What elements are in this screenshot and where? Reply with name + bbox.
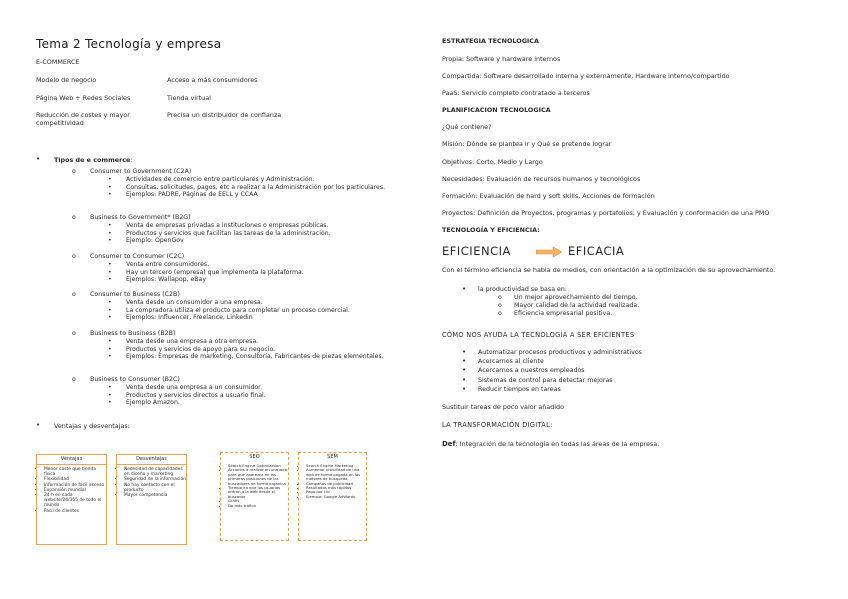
box-list-item: • Aumentar visibilidad de una web de forma pagada en los motores de búsqueda	[306, 468, 366, 481]
list-item-text: La compradora utiliza el producto para completar un proceso comercial.	[126, 306, 350, 314]
box-list-item: • Search Engine Marketing	[306, 464, 366, 468]
text-line: ¿Qué contiene?	[442, 123, 492, 131]
bullet-icon: •	[108, 276, 112, 284]
bullet-icon: •	[108, 237, 112, 245]
circle-bullet-icon: o	[498, 302, 502, 309]
box-list-item: • Tiempo en que los usuarios entran a la web desde el buscador	[228, 486, 288, 499]
box-list	[221, 464, 288, 508]
list-item	[108, 176, 398, 184]
estrategia-heading: ESTRATEGIA TECNOLOGICA	[442, 37, 539, 45]
list-item-text: Ejemplos: Influencer, Freelance, Linkedin	[126, 314, 253, 322]
arrow-right-icon	[536, 247, 562, 257]
tipo-name: Consumer to Government (C2A)	[90, 168, 192, 175]
box-title: Ventajas	[37, 455, 106, 465]
list-item: Acercarnos al cliente	[478, 358, 544, 366]
definicion	[442, 440, 659, 448]
subtitle: E-COMMERCE	[36, 58, 80, 66]
list-item	[108, 399, 398, 407]
bullet-icon: •	[108, 345, 112, 353]
box-title: SEO	[249, 454, 260, 460]
text-line: Objetivos: Corto, Medio y Largo	[442, 158, 543, 166]
bullet-icon: •	[108, 353, 112, 361]
bullet-icon: •	[108, 299, 112, 306]
text-line: PaaS: Servicio completo contratado a terceros	[442, 89, 590, 97]
list-item: Eficiencia empresarial positiva.	[514, 310, 613, 317]
circle-bullet-icon: o	[72, 253, 76, 260]
box-title: Desventajas	[117, 455, 186, 465]
text-line: Proyectos: Definición de Proyectos, programas y portafolios; y Evaluación y conformación de una PMO	[442, 209, 770, 217]
seo-box	[220, 452, 289, 541]
tipo-items	[108, 176, 398, 199]
list-item	[108, 384, 398, 392]
box-list-item: • Expansión mundial	[44, 488, 106, 493]
tipo-items	[108, 299, 398, 322]
bullet-icon: •	[108, 176, 112, 183]
list-item-text: Productos y servicios de apoyo para su negocio.	[126, 345, 276, 353]
bullet-icon: •	[108, 391, 112, 399]
tipo-items	[108, 338, 398, 361]
list-item-text: Venta de empresas privadas a instituciones o empresas públicas.	[126, 222, 329, 229]
table-cell: Modelo de negocio	[36, 76, 97, 84]
box-list-item: • Da más tráfico	[228, 504, 288, 508]
tecnologia-heading: TECNOLOGÍA Y EFICIENCIA:	[442, 226, 540, 234]
box-list	[117, 467, 186, 498]
tipo-name: Business to Consumer (B2C)	[90, 376, 180, 383]
box-list-item: • Campañas de publicidad	[306, 482, 366, 486]
table-cell: Tienda virtual	[167, 94, 211, 102]
bullet-icon: •	[108, 338, 112, 345]
sem-box	[298, 452, 367, 541]
tipo-name: Business to Government* (B2G)	[90, 214, 191, 221]
desventajas-box	[116, 454, 187, 545]
bullet-icon: •	[462, 348, 467, 356]
list-item: Sistemas de control para detectar mejoras	[478, 376, 613, 384]
list-item	[108, 314, 398, 322]
circle-bullet-icon: o	[72, 376, 76, 383]
list-item	[108, 353, 398, 361]
box-list-item: • Search Engine Optimization	[228, 464, 288, 468]
circle-bullet-icon: o	[72, 214, 76, 221]
box-list-item: • Flexibilidad	[44, 477, 106, 482]
text-line: Formación: Evaluación de hard y soft skills, Acciones de formación	[442, 192, 655, 200]
bullet-icon: •	[108, 191, 112, 199]
box-list	[299, 464, 366, 499]
eficiencia-text: Con el término eficiencia se habla de medios, con orientación a la optimización de su aprovechamiento.	[442, 266, 776, 274]
tipo-name: Consumer to Business (C2B)	[90, 291, 180, 298]
box-list-item: • Información de fácil acceso	[44, 483, 106, 488]
circle-bullet-icon: o	[498, 310, 502, 317]
list-item-text: Venta entre consumidores.	[126, 261, 210, 268]
list-item	[108, 261, 398, 269]
list-item: Mayor calidad de la actividad realizada.	[514, 302, 640, 309]
bullet-icon: •	[462, 357, 467, 366]
text-line: Necesidades: Evaluación de recursos humanos y tecnológicos	[442, 175, 641, 183]
box-list	[37, 467, 106, 514]
productividad-text: la productividad se basa en:	[478, 286, 568, 293]
box-list-item: • Mayor competencia	[124, 493, 186, 498]
box-list-item: • Fácil de clientes	[44, 509, 106, 514]
bullet-icon: •	[108, 306, 112, 314]
box-list-item: • Resultados más rápidos	[306, 486, 366, 490]
table-cell: Acceso a más consumidores	[167, 76, 258, 84]
text-line: Compartida: Software desarrollado interna y externamente, Hardware interno/compartido	[442, 72, 730, 80]
tipo-items	[108, 222, 398, 245]
eficiencia-label: EFICIENCIA	[442, 244, 511, 258]
tipos-heading	[54, 156, 133, 164]
box-list-item: • Menor coste que tienda física	[44, 467, 106, 477]
bullet-icon: •	[462, 384, 467, 393]
ventajas-heading: Ventajas y desventajas:	[54, 422, 130, 430]
page-title: Tema 2 Tecnología y empresa	[36, 37, 222, 51]
box-list-item: • 24 h en cada website/24/365 de todo el mundo	[44, 493, 106, 509]
box-list-item: • Acciones a realizar en una web para que aparezca en las primeras posiciones de los buscadores de forma orgánica	[228, 468, 288, 486]
list-item-text: Consultas, solicitudes, pagos, etc a realizar a la Administración por los particulares.	[126, 183, 386, 191]
table-cell: Página Web + Redes Sociales	[36, 94, 131, 102]
list-item	[108, 230, 398, 238]
sustituir-text: Sustituir tareas de poco valor añadido	[442, 403, 564, 411]
list-item	[108, 269, 398, 277]
tipos-colon: :	[130, 156, 133, 164]
circle-bullet-icon: o	[72, 330, 76, 337]
list-item-text: Hay un tercero (empresa) que implementa la plataforma.	[126, 268, 304, 276]
list-item	[108, 338, 398, 346]
tipos-label: Tipos de e commerce	[54, 156, 131, 164]
bullet-icon: •	[108, 314, 112, 322]
bullet-icon: •	[108, 222, 112, 229]
box-list-item: • Necesidad de capacidades en diseño y marketing	[124, 467, 186, 477]
bullet-icon: •	[36, 421, 41, 429]
list-item-text: Ejemplos: Empresas de marketing, Consultoría, Fabricantes de piezas elementales.	[126, 353, 384, 361]
text-line: Propia: Software y hardware internos	[442, 55, 561, 63]
bullet-icon: •	[462, 375, 467, 384]
circle-bullet-icon: o	[72, 291, 76, 298]
table-cell: Reducción de costes y mayor competitividad	[36, 111, 130, 127]
bullet-icon: •	[108, 268, 112, 276]
box-list-item: • Ejemplo: Google AdWords	[306, 495, 366, 499]
list-item-text: Productos y servicios directos a usuario final.	[126, 391, 266, 399]
def-label: Def	[442, 440, 456, 448]
box-list-item: • Seguridad de la información	[124, 477, 186, 482]
bullet-icon: •	[108, 261, 112, 268]
list-item-text: Actividades de comercio entre particulares y Administración.	[126, 176, 315, 183]
bullet-icon: •	[462, 285, 467, 293]
circle-bullet-icon: o	[498, 294, 502, 301]
list-item	[108, 237, 398, 245]
text-line: Misión: Dónde se plantea ir y Qué se pretende lograr	[442, 140, 612, 148]
bullet-icon: •	[108, 399, 112, 407]
box-list-item: • Pago por clic	[306, 490, 366, 494]
tipo-name: Business to Business (B2B)	[90, 330, 176, 337]
box-list-item: • Gratis	[228, 499, 288, 503]
box-title: SEM	[327, 454, 338, 460]
transformacion-heading: LA TRANSFORMACIÓN DIGITAL:	[442, 421, 553, 429]
list-item: Reducir tiempos en tareas	[478, 385, 561, 393]
list-item-text: Ejemplo Amazon.	[126, 399, 180, 407]
tipo-items	[108, 384, 398, 407]
list-item-text: Ejemplos: PADRE, Páginas de EELL y CCAA	[126, 191, 258, 199]
list-item-text: Venta desde un consumidor a una empresa.	[126, 299, 263, 306]
list-item	[108, 191, 398, 199]
list-item	[108, 276, 398, 284]
bullet-icon: •	[36, 155, 41, 163]
eficacia-label: EFICACIA	[568, 244, 625, 258]
list-item-text: Venta desde una empresa a otra empresa.	[126, 338, 259, 345]
bullet-icon: •	[108, 384, 112, 391]
bullet-icon: •	[108, 229, 112, 237]
tipo-items	[108, 261, 398, 284]
def-text: : Integración de la tecnología en todas las áreas de la empresa.	[455, 440, 660, 448]
list-item: Un mejor aprovechamiento del tiempo.	[514, 294, 638, 301]
list-item	[108, 299, 398, 307]
list-item-text: Ejemplos: Wallapop, eBay	[126, 276, 206, 284]
bullet-icon: •	[108, 183, 112, 191]
planificacion-heading: PLANIFICACION TECNOLOGICA	[442, 106, 551, 114]
table-cell: Precisa un distribuidor de confianza	[167, 111, 282, 119]
list-item	[108, 392, 398, 400]
circle-bullet-icon: o	[72, 168, 76, 175]
tipo-name: Consumer to Consumer (C2C)	[90, 253, 185, 260]
list-item-text: Venta desde una empresa a un consumidor.	[126, 384, 263, 391]
list-item	[108, 307, 398, 315]
box-list-item: • No hay contacto con el producto	[124, 483, 186, 493]
como-heading: CÓMO NOS AYUDA LA TECNOLOGÍA A SER EFICIENTES	[442, 331, 635, 339]
list-item: Acercarnos a nuestros empleados	[478, 367, 585, 375]
bullet-icon: •	[462, 366, 467, 375]
list-item-text: Ejemplo: OpenGov	[126, 237, 184, 245]
list-item-text: Productos y servicios que facilitan las tareas de la administración.	[126, 229, 331, 237]
list-item	[108, 222, 398, 230]
ventajas-box	[36, 454, 107, 545]
list-item: Automatizar procesos productivos y administrativos	[478, 349, 642, 356]
